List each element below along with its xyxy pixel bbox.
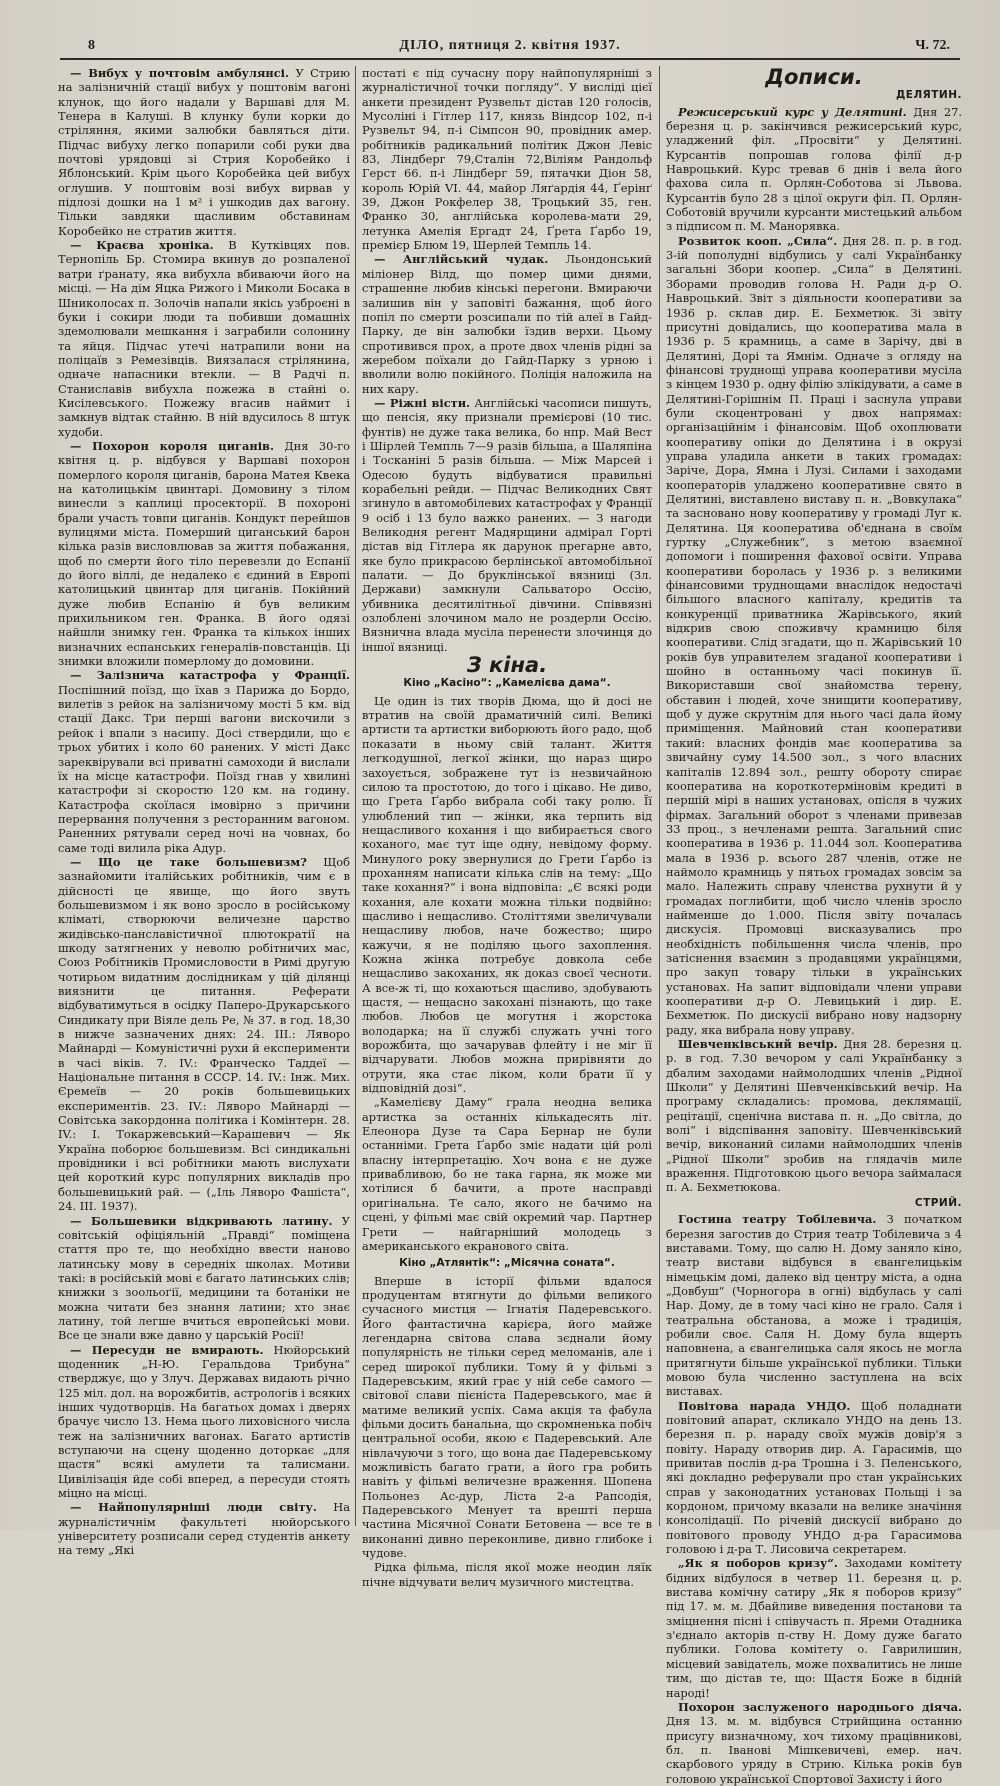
news-item [58, 855, 350, 1214]
news-item-text: Англійські часописи пишуть, що пенсія, яку признали премієрові (10 тис. фунтів) не дуже така велика, бо нпр. Май Вест і Шірлей Темпль 7—9 разів більша, а Шаляпіна і Тосканіні 5 разів більша. — Між Марсей і Одесою будуть відбуватися правильні корабельні рейди. — Підчас Великодних Свят згинуло в автомобілевих катастрофах у Франції 9 осіб і 13 було важко ранених. — З нагоди Великодня регент Мадярщини адмірал Горті дістав від Гітлера як дарунок прегарне авто, яке було прикрасою берлінської автомобільної палати. — До бруклінської вязниці (Зл. Держави) замкнули Сальваторо Оссію, убивника десятилітньої дівчини. Співвязні озлоблені злочином мало не роздерли Оссію. Вязнична влада мусіла перенести злочинця до іншої вязниці. [362, 395, 653, 654]
news-item-title: — Вибух у почтовім амбулянсі. [70, 66, 289, 80]
news-item [58, 439, 350, 669]
cinema-subheading: Кіно „Атлянтік“: „Місячна соната“. [399, 1257, 615, 1270]
report-item-text: Щоб поладнати повітовий апарат, скликало УНДО на день 13. березня п. р. нараду своїх мужів довір'я з повіту. Нараду отворив дир. А. Гарасимів, що привитав послів д-ра Трошна і З. Пеленського, які докладно реферували про стан українських справ у законодатних установах Польщі і за кордоном, причому вказали на велике значіння консолідації. По річевій дискусії вибрано до повітового проводу УНДО д-ра Гарасимова головою і д-ра Т. Лисовича секретарем. [666, 1398, 962, 1557]
column-divider [659, 66, 660, 1526]
news-item [58, 1343, 350, 1501]
news-item-title: — Залізнича катастрофа у Франції. [70, 668, 350, 683]
news-item-text: Льондонський міліонер Вілд, що помер цими днями, страшенне любив кінські перегони. Вмираючи залишив він у заповіті бажання, щоб його попіл по смерти розсипали по тій алеї в Гайд-Парку, де він залюбки їздив верхи. Цьому спротивився прох, а проте двох членів рідні за жеребом поїхали до Гайд-Парку з урною і вволили волю покійного. Поліція наложила на них кару. [362, 252, 652, 396]
report-item-title: „Як я поборов кризу“. [678, 1556, 838, 1571]
report-item-title: Гостина театру Тобілевича. [678, 1212, 877, 1227]
news-item [58, 66, 350, 238]
news-item-title: — Що це таке большевизм? [70, 854, 307, 869]
page-number: 8 [88, 38, 95, 53]
column-left [58, 66, 351, 1558]
cinema-review-text: Рідка фільма, після якої може неодин ляїк пічне відчувати велич музичного мистецтва. [362, 1560, 652, 1589]
news-item-text: На журналістичнім факультеті нюйорського університету розписали серед студентів анкету на тему „Які [58, 1500, 350, 1558]
news-item-continued: постаті є під сучасну пору найпопулярніші з журналістичної точки погляду“. У висліді цієї анкети президент Рузвельт дістав 120 голосів, Мусоліні і Гітлер 117, князь Віндсор 102, п-і Рузвельт 94, п-і Сімпсон 90, провідник амер. робітників радикальний політик Джон Левіс 83, Ліндберг 79,Сталін 72,Віліям Рандольф Герст 66. п-і Ліндберг 59, пятачки Діон 58, король Юрій VI. 44, майор Ляґардія 44, Ґерінґ 39, Джон Рокфелер 38, Троцький 35, ген. Франко 30, англійська королева-мати 29, летунка Амелія Ергадт 24, Ґрета Ґарбо 19, премієр Блюм 19, Шерлей Темпль 14. [362, 66, 652, 253]
masthead [60, 36, 960, 60]
report-item [666, 1556, 962, 1699]
report-item-title: Шевченківський вечір. [678, 1037, 838, 1052]
news-item [58, 238, 350, 439]
issue-number: Ч. 72. [915, 38, 950, 53]
cinema-review-text: Вперше в історії фільми вдалося продуцентам втягнути до фільми великого сучасного мистця — Ігнатія Падеревського. Його фантастична карієра, його майже легендарна світова слава зєднали йому популярність не тільки серед меломанів, але і серед широкої публики. Тому й у фільмі з Падеревським, який грає у ній себе самого — світової слави пієніста Падеревського, має й матиме великий успіх. Сама акція та фабула фільми досить банальна, що скромненька побіч центральної особи, якою є Падеревський. Але нівлачуючи з того, що вона дає Падеревському можливість багато грати, а його гра робить навіть у фільмі величезне враження. Шопена Польонез Ас-дур, Ліста 2-а Рапсодія, Падеревського Менует та врешті перша частина Місячної Сонати Бетовена — все те в виконанні дивно переконливе, дивно глибоке і чудове. [362, 1273, 652, 1561]
news-item [58, 668, 350, 854]
news-item-text: У совітській офіціяльній „Правді“ поміщена стаття про те, що необхідно ввести наново латинську мову в середніх школах. Мотиви такі: в російській мові є багато латинських слів; книжки з зоольоґії, медицини та ботаніки не можна читати без знання латини; хто знає латину, той легше вчиться европейські мови. Все це знали вже давно у царській Росії! [58, 1213, 351, 1343]
report-item-text: З початком березня загостив до Стрия театр Тобілевича з 4 виставами. Тому, що салю Н. Дому заняло кіно, театр вистави відбувся в євангелицькім німецькім домі, далеко від центру міста, а одна „Довбуш“ (Чорногора в огні) відбулась у салі Нар. Дому, де в тому часі кіно не грало. Саля і театральна обстанова, а може і традиція, робили своє. Саля Н. Дому була вщерть наповнена, а євангелицька саля якось не могла притягнути більше української публики. Тільки мовою була численно заступлена на всіх виставах. [666, 1212, 962, 1399]
report-item-text: Дня 13. м. м. відбувся Стрийщина останню присугу визначному, хоч тихому працівникові, бл. п. Іванові Мішкевичеві, емер. нач. скарбового уряду в Стрию. Кілька років був головою української Спортової Захисту і його [666, 1714, 962, 1786]
section-heading-cinema: З кіна. [466, 653, 548, 678]
report-item-text: Заходами комітету бідних відбулося в четвер 11. березня ц. р. вистава комічну сатиру „Як я поборов кризу“ під 17. м. м. Дбайливе виведення постанови та зміцнення пісні і співучасть п. Яреми Отадника з'єднало акторів п-ству Н. Дому дуже багато публики. Голова комітету о. Гаврилишин, місцевий завідатель, може похвалитись не лише тим, що дістав те, що: Щастя Боже в бідній народі! [666, 1556, 962, 1700]
news-item-title: — Краєва хроніка. [70, 238, 214, 253]
news-item-text: Щоб зазнайомити італійських робітників, чим є в дійсності це явище, що його звуть большевизмом і як воно зросло в російському кліматі, створюючи величезне царство жидівсько-панславістичної плютократії на шкоду затягнених у неволю робітничих мас, Союз Робітників Промисловости в Римі другую чотирьом видатним дослідникам у цій ділянці виязнити це питання. Реферати відбуватимуться в осідку Паперо-Друкарського Синдикату при Віяле дель Ре, № 37. в год. 18,30 в нижче зазначених днях: 24. ІІІ.: Ляворо Майнарді — Комуністичні рухи й експерименти в часі віків. 7. IV.: Франческо Таддеї — Національне питання в СССР. 14. IV.: Інж. Мих. Єремеїв — 20 років большевицьких експериментів. 23. IV.: Ляворо Майнарді — Совітська закордонна політика і Комінтерн. 28. IV.: І. Токаржевський—Карашевич — Як Україна поборює большевизм. Всі синдикальні провідники і всі робітники мають вислухати цей короткий курс популярних викладів про большевицький рай. — („Іль Ляворо Фашіста“, 24. ІІІ. 1937). [58, 854, 350, 1214]
report-item [666, 234, 962, 1037]
news-item-title: — Англійський чудак. [374, 252, 549, 267]
report-item-title: Розвиток кооп. „Сила“. [678, 233, 838, 248]
report-item-text: Дня 28. березня ц. р. в год. 7.30 вечором у салі Українбанку з дбалим заходами наймолодших членів „Рідної Школи“ у Делятині Шевченківський вечір. На програму складались: промова, деклямації, рецітації, сценічна вистава п. н. „До світла, до волі“ і відспівання заповіту. Шевченківський вечір, виконаний силами наймолодших членів „Рідної Школи“ зробив на глядачів миле враження. Підготовкою цього вечора займалася п. А. Бехметюкова. [666, 1037, 962, 1195]
column-right [666, 65, 962, 1786]
place-heading: СТРИЙ. [914, 1196, 962, 1209]
cinema-review-text: Це один із тих творів Дюма, що й досі не втратив на своїй драматичній силі. Великі артисти та артистки виборюють його радо, щоб показати в ньому свій талант. Життя легкодушної, легкої жінки, що нараз щиро захоується, зображене тут із незвичайною силою та простотою, до того і цікаво. Не диво, що Грета Ґарбо вибрала собі таку ролю. Її улюблений тип — жінки, яка терпить від нещасливого кохання і що вибирається свого коханого, має тут іще одну, невідому форму. Минулого року звернулися до Грети Ґарбо із проханням написати кілька слів на тему: „Що таке кохання?“ і вона відповіла: „Є всякі роди кохання, але кохати можна тільки подвійно: щасливо і нещасливо. Століттями звеличували нещасливу любов, наче божество; щиро кажучи, я не поділяю цього захоплення. Кожна жінка потребує довкола себе нещасливо закоханих, як доказ своєї чесноти. А все-ж ті, що кохаються щасливо, здобувають щастя, — нещасно закохані пізнають, що таке любов. Любов це могутня і жорстока володарка; на її службі служать учні того ворожбита, що зачарував флейту і не міг її відчарувати. Любов можна прирівняти до отрути, яка стає ліком, коли брати її у відповідній дозі“. [362, 693, 652, 1096]
news-item [362, 396, 652, 654]
place-heading: ДЕЛЯТИН. [895, 89, 962, 102]
report-item-title: Режисерський курс у Делятині. [678, 104, 907, 119]
news-item-text: В Кутківцях пов. Тернопіль Бр. Стомира вкинув до розпаленої ватри ґранату, яка вибухла вбиваючи його на місці. — На дім Яцка Рижого і Миколи Босака в Шниколосах п. Золочів напали якісь узброєні в буки і сокири люди та побивши домашніх здемолювали мешкання і заграбили солонину та яйця. Підчас утечі натрапили вони на поліцаїв з Ремезівців. Виязалася стрілянина, одначе напасники втекли. — В Радчі п. Станиславів вибухла пожежа в стайні о. Кисілевського. Пожежу вгасив наймит і замкнув відтак стайню. В ній вдусилось 8 штук худоби. [58, 238, 351, 439]
report-item [666, 1212, 962, 1398]
report-item [666, 1037, 962, 1195]
news-item-text: Поспішний поїзд, що їхав з Парижа до Бордо, вилетів з рейок на залізничому мості 5 км. від стації Дакс. Три перші вагони вискочили з рейок і впали з насипу. Досі ствердили, що є трьох убитих і коло 60 ранених. У місті Дакс зареквірували всі приватні самоходи й вислали їх на місце катастрофи. Поїзд гнав у хвилині катастрофи зі скоростю 120 км. на годину. Катастрофа скоїлася імовірно з причини перервання получення з ресторанним вагоном. Раненних рятували серед ночі на човнах, бо саме тоді вилила ріка Адур. [58, 682, 350, 855]
report-item [666, 1399, 962, 1557]
news-item-title: — Ріжні вісти. [374, 395, 471, 410]
news-item-text: Нюйорський щоденник „Н-Ю. Геральдова Трибуна“ стверджує, що у Злуч. Державах видають річно 125 міл. дол. на ворожбитів, астрологів і всяких інших чудотворців. На багатьох домах і дверях брачує число 13. Нема цього лиховісного числа теж на залізничних вагонах. Багато артистів вступаючи на сцену щоденно доторкає „для щастя“ всякі амулети та талисмани. Цивілізація йде собі вперед, а пересуди стоять міцно на місці. [58, 1342, 350, 1501]
column-divider [355, 66, 356, 1526]
section-heading-reports: Дописи. [765, 65, 863, 89]
news-item-title: — Пересуди не вмирають. [70, 1342, 264, 1357]
report-item-text: Дня 28. п. р. в год. 3-ій пополудні відбулись у салі Українбанку загальні Збори коопер. „Сила“ в Делятині. Зборами проводив голова Н. Ради д-р О. Навроцький. Звіт з діяльности кооперативи за 1936 р. склав дир. Е. Бехметюк. Зі звіту присутні довідались, що кооператива мала в 1936 р. 5 крамниць, а саме в Зарічу, дві в Делятині, Дорі та Ямнім. Одначе з огляду на фінансові труднощі управа кооперативи мусіла з кінцем 1930 р. одну філію злікідувати, а саме в Делятині-Горішнім П. Праці і заснула управи були скоцентровані у двох напрямах: організаційнім і фінансовім. Щоб охоплювати кооперативу опіки до Делятина і в окрузі управа уладила анкети в таких громадах: Заріче, Дора, Ямна і Лузі. Силами і заходами кооператорів уладжено кооперативне свято в Делятині, виставлено виставу п. н. „Вовкулака“ та засновано нову кооперативу у громаді Луг к. Делятина. Ця кооператива об'єднана в своїм гуртку „Служебник“, з метою взаємної допомоги і поширення фахової освіти. Управа кооперативи боролась у 1936 р. з великими фінансовими труднощами внаслідок недостачі більшого власного капіталу, кредитів та конкуренції приватника Жарівського, який відкрив свою споживчу крамницю біля кооперативи. Слід згадати, що п. Жарівський 10 років був управителем згаданої кооперативи і шойно в останньому часі покинув її. Використавши свої знайомства терену, обставин і людей, хоче знищити кооперативу, щоб у дуже скрутнім для нього часі дала йому приміщення. Майновий стан кооперативи такий: власних фондів має кооператива за звичайну суму 14.500 зол., з чого власних капіталів 12.894 зол., решту обороту спирає кооператива на короткотерміновім кредиті в першій мірі в наших установах, опісля в чужих фірмах. Загальний оборот з членами привезав 33 проц., з нечленами решта. Загальний спис кооператива в 1936 р. 11.044 зол. Кооператива мала в 1936 р. всього 287 членів, отже не наймоло крамниць у пятьох громадах зовсім за мало. Належить справу членства рухнути й у громадах поглибити, щоб число членів зросло найменше до 1.000. Після звіту почалась дискусія. Промовці висказувались про необхідність побільшення числа членів, про затіснення взаємин з продавцями українцями, про закуп товару тільки в українських установах. На запит відповідали члени управи кооперативи д-р О. Левицький і дир. Е. Бехметюк. По дискусії вибрано нову надзорну раду, яка вибрала нову управу. [666, 233, 962, 1037]
cinema-review-text: „Камелієву Даму“ грала неодна велика артистка за останніх кількадесять літ. Елеонора Дузе та Сара Бернар не були останніми. Грета Ґарбо зміє надати цій ролі власну інтерпретацію. Хоч вона є не дуже привабливою, бо не така гарна, як може ми хотілися б бачити, а проте насправді оригінальна. Те сало, якого не бачимо на сцені, у фільмі має свій окремий чар. Партнер Грети — найгарніший молодець з американського екранового світа. [362, 1095, 652, 1253]
news-item-title: — Похорон короля циганів. [70, 438, 274, 453]
news-item-title: — Большевики відкривають латину. [70, 1213, 333, 1228]
report-item-text: Дня 27. березня ц. р. закінчився режисерський курс, уладжений філ. „Просвіти“ у Делятині. Курсантів попрошав голова філії д-р Навроцький. Курс тревав 6 днів і вела його фахова сила п. Орлян-Соботова зі Львова. Курсантів було 28 з цілої округи філ. П. Орлян-Соботовій вручили курсанти мистецький альбом з підписом п. М. Манорявка. [666, 104, 962, 234]
news-item-title: — Найпопулярніші люди світу. [70, 1500, 317, 1515]
report-item-title: Повітова нарада УНДО. [678, 1398, 851, 1413]
news-item [362, 252, 652, 395]
report-item [666, 1700, 962, 1786]
news-item-text: У Стрию на залізничній стації вибух у поштовім вагоні клунок, що його надали у Варшаві для М. Тенера в Калуші. В клунку були корки до стріляння, якими залюбки бавляться діти. Підчас вибуху легко попарили собі руки два почтові урядовці зі Стрия Коробейко і Яблонський. Крім цього Коробейка цей вибух оглушив. У поштовім возі вибух вирвав у підлозі дошки на 1 м² і ушкодив дах вагону. Тільки завдяки щасливим обставинам Коробейко не стратив життя. [58, 66, 350, 238]
news-item [58, 1500, 350, 1557]
report-item-title: Похорон заслуженого народнього діяча. [678, 1699, 962, 1714]
news-item [58, 1214, 350, 1343]
news-item-text: Дня 30-го квітня ц. р. відбувся у Варшаві похорон померлого короля циганів, барона Матея Квека на католицькім цвинтарі. Домовину з тілом винесли з каплиці просектоpії. В похороні брали участь товпи циганів. Кондукт перейшов вулицями міста. Померший циганський барон кілька разів висловлював за життя побажання, щоб по смерти його тіло перевезли до Еспанії до його віллі, де недалеко є єдиний в Европі католицький цвинтар для циганів. Покійний дуже любив Еспанію й був великим прихильником ген. Франка. В його одязі найшли знимку ген. Франка та кількох інших визначних еспанських генералів-повстанців. Ці знимки вложили померлому до домовини. [58, 438, 351, 669]
newspaper-title-line: ДІЛО, пятниця 2. квітня 1937. [399, 38, 621, 53]
report-item [666, 105, 962, 234]
column-middle [362, 66, 653, 1589]
cinema-subheading: Кіно „Касіно“: „Камелієва дама“. [403, 677, 611, 690]
